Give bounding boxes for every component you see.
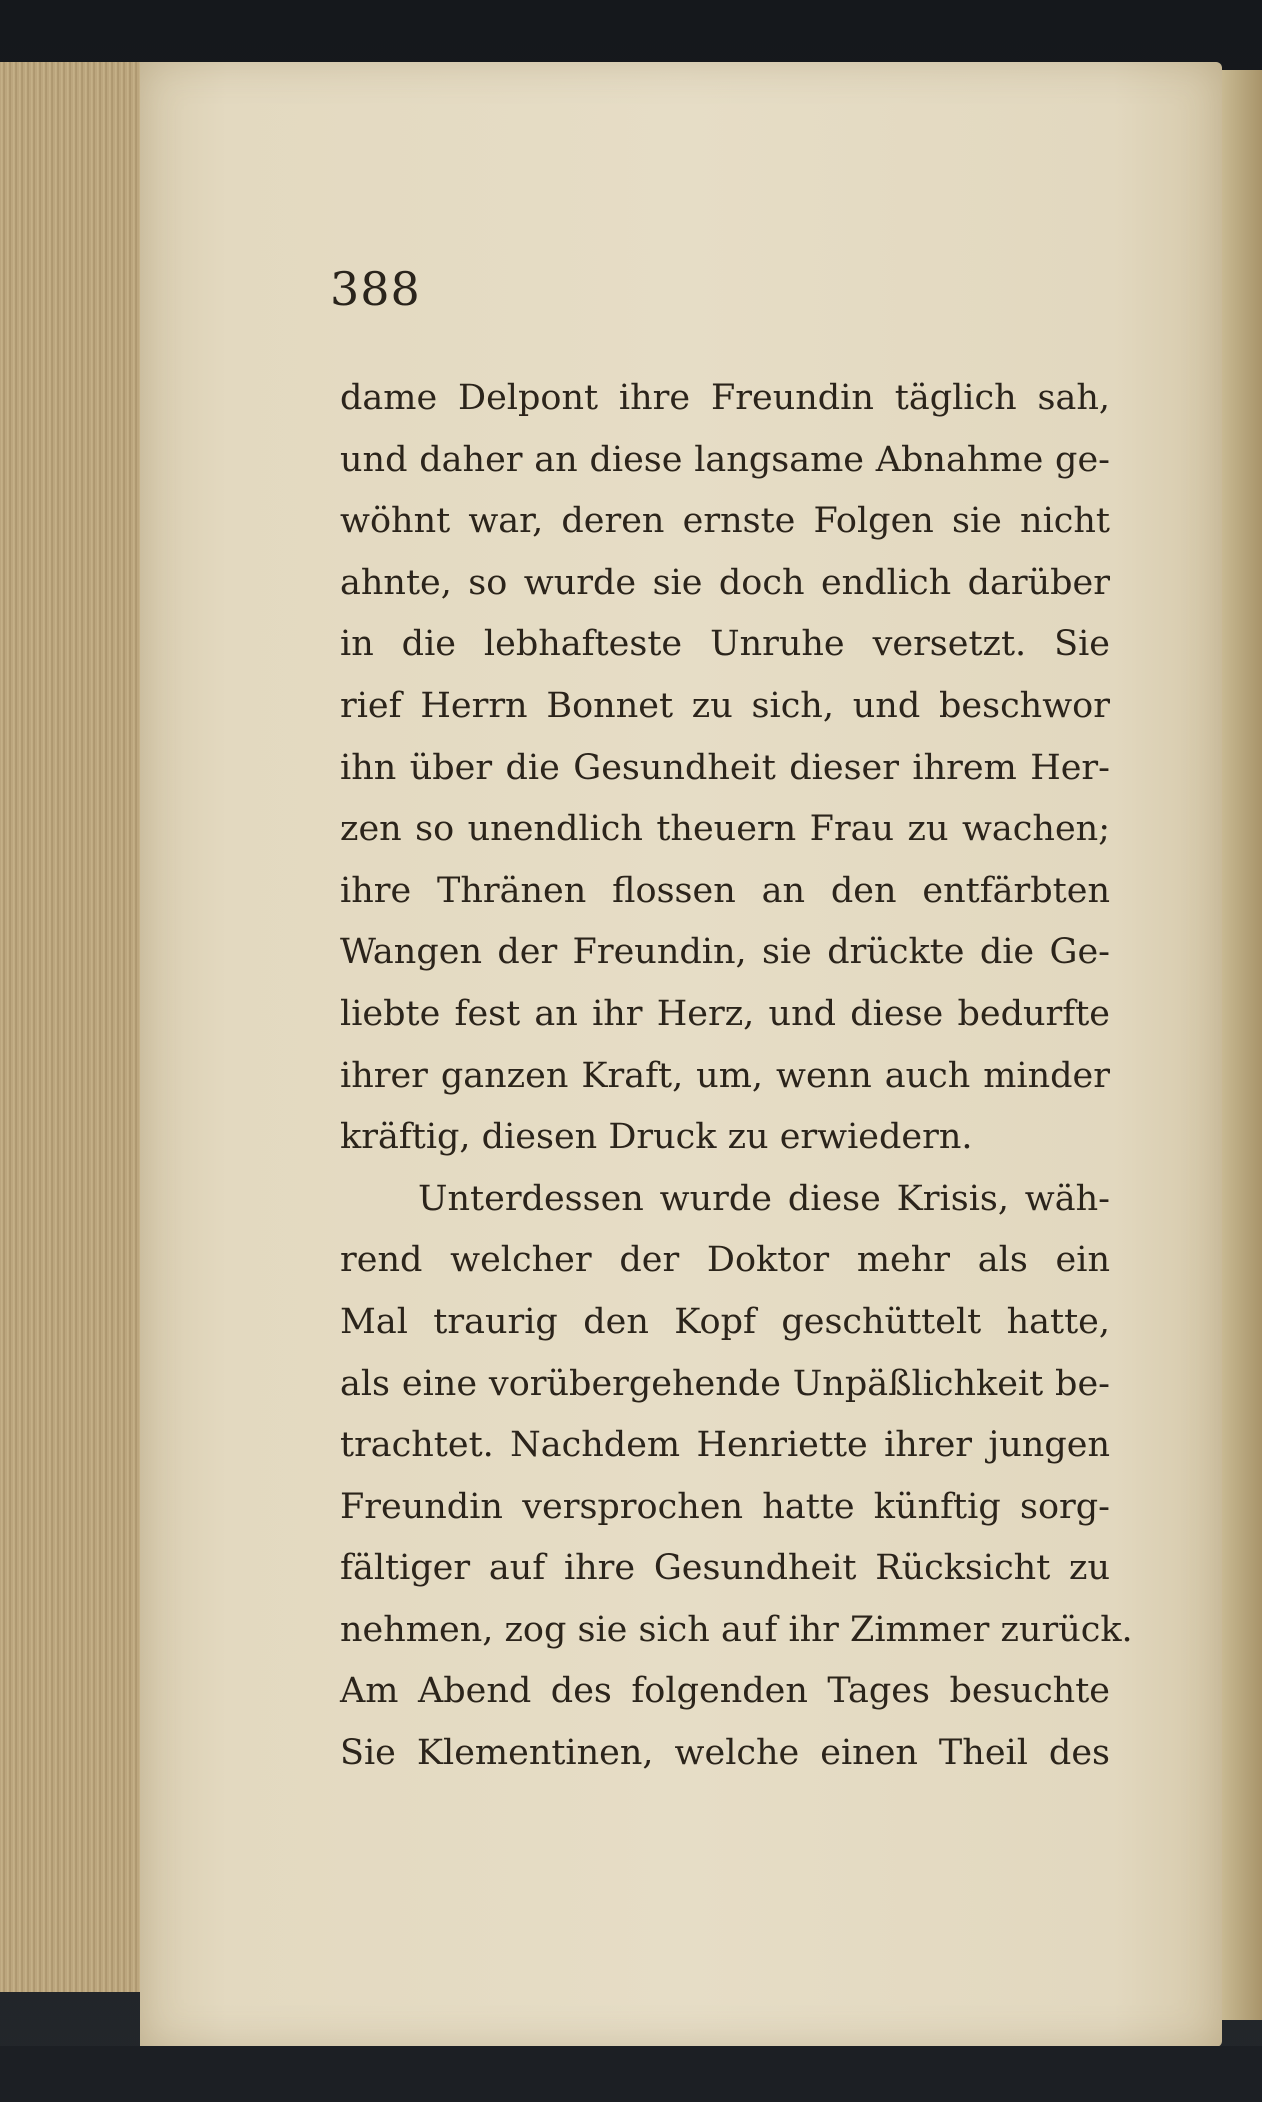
text-line: nehmen, zog sie sich auf ihr Zimmer zurück.: [340, 1609, 1133, 1650]
text-line: in die lebhafteste Unruhe versetzt. Sie: [340, 624, 1110, 665]
text-line: liebte fest an ihr Herz, und diese bedurfte: [340, 993, 1110, 1034]
page-edges: [0, 62, 152, 1992]
text-line: Wangen der Freundin, sie drückte die Ge-: [340, 932, 1110, 973]
text-line: zen so unendlich theuern Frau zu wachen;: [340, 809, 1110, 850]
text-line: ihn über die Gesundheit dieser ihrem Her-: [340, 747, 1110, 788]
text-line: trachtet. Nachdem Henriette ihrer jungen: [340, 1425, 1110, 1466]
text-line: Mal traurig den Kopf geschüttelt hatte,: [340, 1301, 1110, 1342]
text-line: ahnte, so wurde sie doch endlich darüber: [340, 562, 1110, 603]
text-line: und daher an diese langsame Abnahme ge-: [340, 439, 1110, 480]
next-page-edge: [1222, 70, 1262, 2020]
paragraph-start-line: Unterdessen wurde diese Krisis, wäh-: [418, 1178, 1110, 1219]
text-line: dame Delpont ihre Freundin täglich sah,: [340, 378, 1110, 418]
text-line: als eine vorübergehende Unpäßlichkeit be-: [340, 1363, 1110, 1404]
page-number: 388: [330, 262, 421, 316]
text-line: fältiger auf ihre Gesundheit Rücksicht zu: [340, 1548, 1110, 1589]
text-line: ihrer ganzen Kraft, um, wenn auch minder: [340, 1055, 1110, 1096]
text-line: kräftig, diesen Druck zu erwiedern.: [340, 1117, 973, 1158]
body-text: [340, 368, 1133, 1785]
text-line: Am Abend des folgenden Tages besuchte: [340, 1671, 1110, 1712]
text-line: Sie Klementinen, welche einen Theil des: [340, 1733, 1110, 1774]
text-line: rief Herrn Bonnet zu sich, und beschwor: [340, 685, 1110, 726]
text-line: rend welcher der Doktor mehr als ein: [340, 1240, 1110, 1281]
bottom-shadow: [0, 2046, 1262, 2102]
text-line: Freundin versprochen hatte künftig sorg-: [340, 1486, 1110, 1527]
text-line: wöhnt war, deren ernste Folgen sie nicht: [340, 501, 1110, 542]
text-line: ihre Thränen flossen an den entfärbten: [340, 870, 1110, 911]
